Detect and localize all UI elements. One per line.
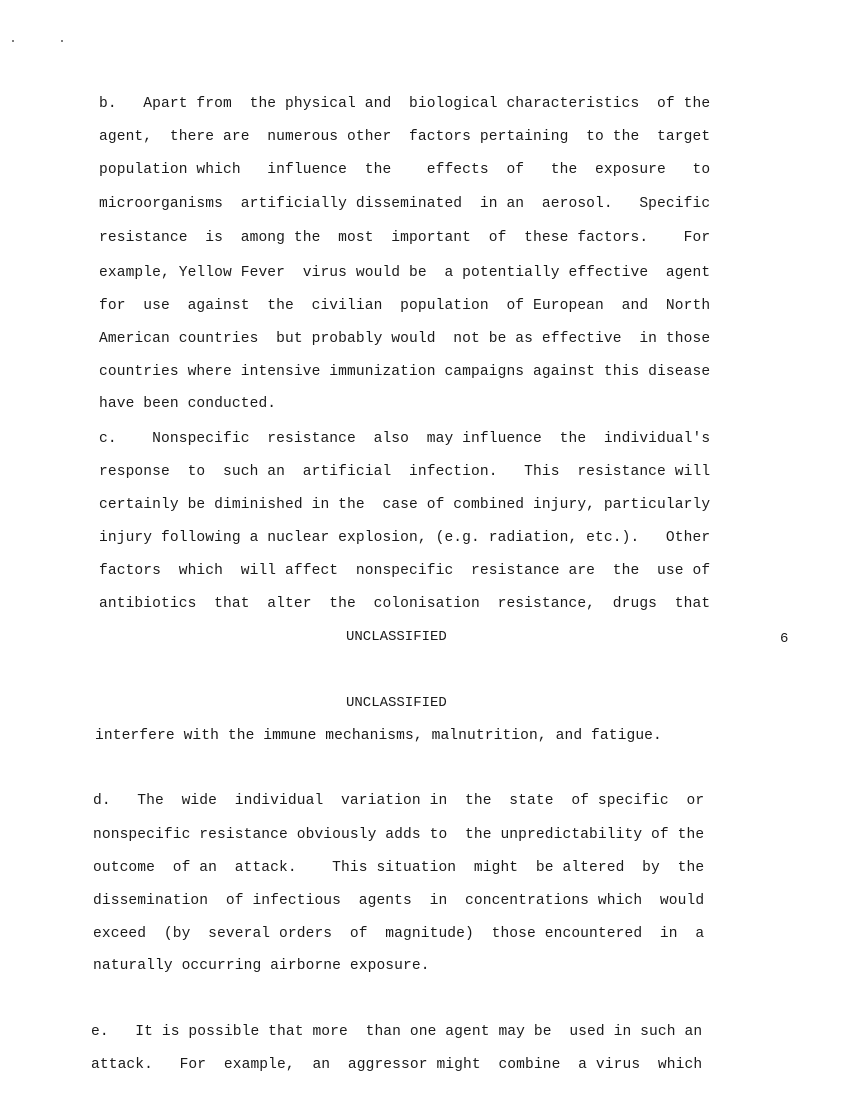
text-line: dissemination of infectious agents in concentrations which would [93,893,705,909]
text-line: exceed (by several orders of magnitude) those encountered in a [93,926,705,942]
text-line: factors which will affect nonspecific resistance are the use of [99,563,711,579]
page-number: 6 [780,631,789,647]
text-line: resistance is among the most important of these factors. For [99,230,711,246]
text-line: nonspecific resistance obviously adds to the unpredictability of the [93,827,705,843]
text-line: countries where intensive immunization campaigns against this disease [99,364,711,380]
text-line: certainly be diminished in the case of combined injury, particularly [99,497,711,513]
text-line: response to such an artificial infection. This resistance will [99,464,711,480]
text-line: c. Nonspecific resistance also may influence the individual's [99,431,711,447]
text-line: e. It is possible that more than one agent may be used in such an [91,1024,703,1040]
text-line: injury following a nuclear explosion, (e.g. radiation, etc.). Other [99,530,711,546]
text-line: American countries but probably would not be as effective in those [99,331,711,347]
text-line: outcome of an attack. This situation might be altered by the [93,860,705,876]
text-line: have been conducted. [99,396,277,412]
text-line: naturally occurring airborne exposure. [93,958,430,974]
text-line: microorganisms artificially disseminated in an aerosol. Specific [99,196,711,212]
classification-header: UNCLASSIFIED [346,695,447,711]
text-line: d. The wide individual variation in the state of specific or [93,793,705,809]
scan-speck [61,40,63,42]
text-line: antibiotics that alter the colonisation resistance, drugs that [99,596,711,612]
text-line: agent, there are numerous other factors pertaining to the target [99,129,711,145]
text-line: population which influence the effects of the exposure to [99,162,711,178]
text-line: b. Apart from the physical and biological characteristics of the [99,96,711,112]
classification-footer: UNCLASSIFIED [346,629,447,645]
text-line: attack. For example, an aggressor might combine a virus which [91,1057,703,1073]
scan-speck [12,40,14,42]
continuation-line: interfere with the immune mechanisms, malnutrition, and fatigue. [95,728,662,744]
text-line: example, Yellow Fever virus would be a potentially effective agent [99,265,711,281]
text-line: for use against the civilian population of European and North [99,298,711,314]
